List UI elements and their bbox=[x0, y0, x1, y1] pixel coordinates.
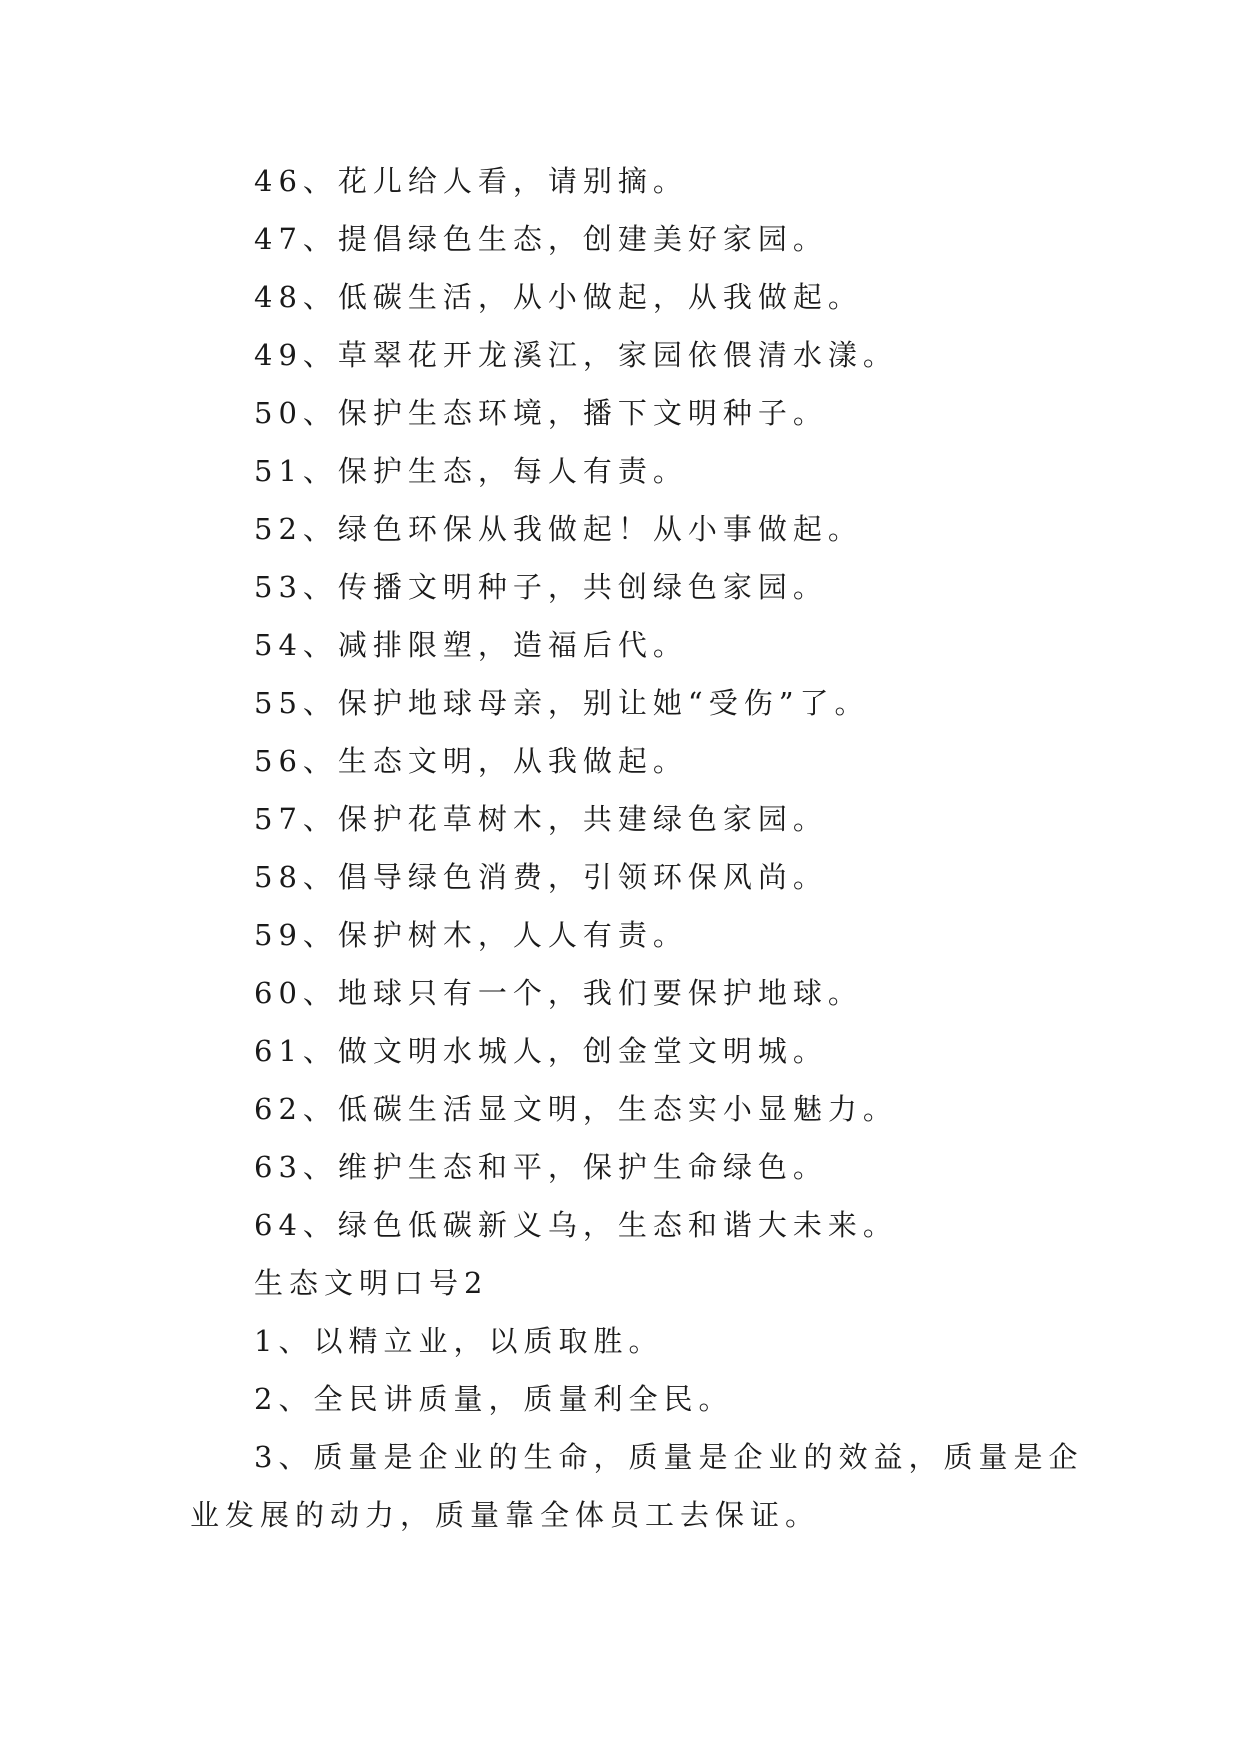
slogan-line: 2、全民讲质量，质量利全民。 bbox=[254, 1382, 734, 1416]
slogan-line: 3、质量是企业的生命，质量是企业的效益，质量是企 bbox=[254, 1440, 1084, 1474]
slogan-line: 48、低碳生活，从小做起，从我做起。 bbox=[254, 280, 863, 314]
slogan-line: 61、做文明水城人，创金堂文明城。 bbox=[254, 1034, 828, 1068]
section-heading: 生态文明口号2 bbox=[254, 1266, 489, 1300]
slogan-line: 50、保护生态环境，播下文明种子。 bbox=[254, 396, 828, 430]
slogan-line: 54、减排限塑，造福后代。 bbox=[254, 628, 688, 662]
slogan-line: 60、地球只有一个，我们要保护地球。 bbox=[254, 976, 863, 1010]
slogan-line-continuation: 业发展的动力，质量靠全体员工去保证。 bbox=[190, 1498, 821, 1532]
slogan-line: 59、保护树木，人人有责。 bbox=[254, 918, 688, 952]
slogan-line: 53、传播文明种子，共创绿色家园。 bbox=[254, 570, 828, 604]
slogan-line: 1、以精立业，以质取胜。 bbox=[254, 1324, 664, 1358]
slogan-line: 64、绿色低碳新义乌，生态和谐大未来。 bbox=[254, 1208, 898, 1242]
document-body bbox=[190, 152, 1084, 1544]
slogan-line: 46、花儿给人看，请别摘。 bbox=[254, 164, 688, 198]
slogan-line: 57、保护花草树木，共建绿色家园。 bbox=[254, 802, 828, 836]
slogan-line: 52、绿色环保从我做起！从小事做起。 bbox=[254, 512, 863, 546]
slogan-line: 47、提倡绿色生态，创建美好家园。 bbox=[254, 222, 828, 256]
slogan-line: 49、草翠花开龙溪江，家园依偎清水漾。 bbox=[254, 338, 898, 372]
slogan-line: 56、生态文明，从我做起。 bbox=[254, 744, 688, 778]
slogan-line: 62、低碳生活显文明，生态实小显魅力。 bbox=[254, 1092, 898, 1126]
slogan-line: 63、维护生态和平，保护生命绿色。 bbox=[254, 1150, 828, 1184]
slogan-line: 51、保护生态，每人有责。 bbox=[254, 454, 688, 488]
slogan-line: 55、保护地球母亲，别让她“受伤”了。 bbox=[254, 686, 870, 720]
slogan-line: 58、倡导绿色消费，引领环保风尚。 bbox=[254, 860, 828, 894]
